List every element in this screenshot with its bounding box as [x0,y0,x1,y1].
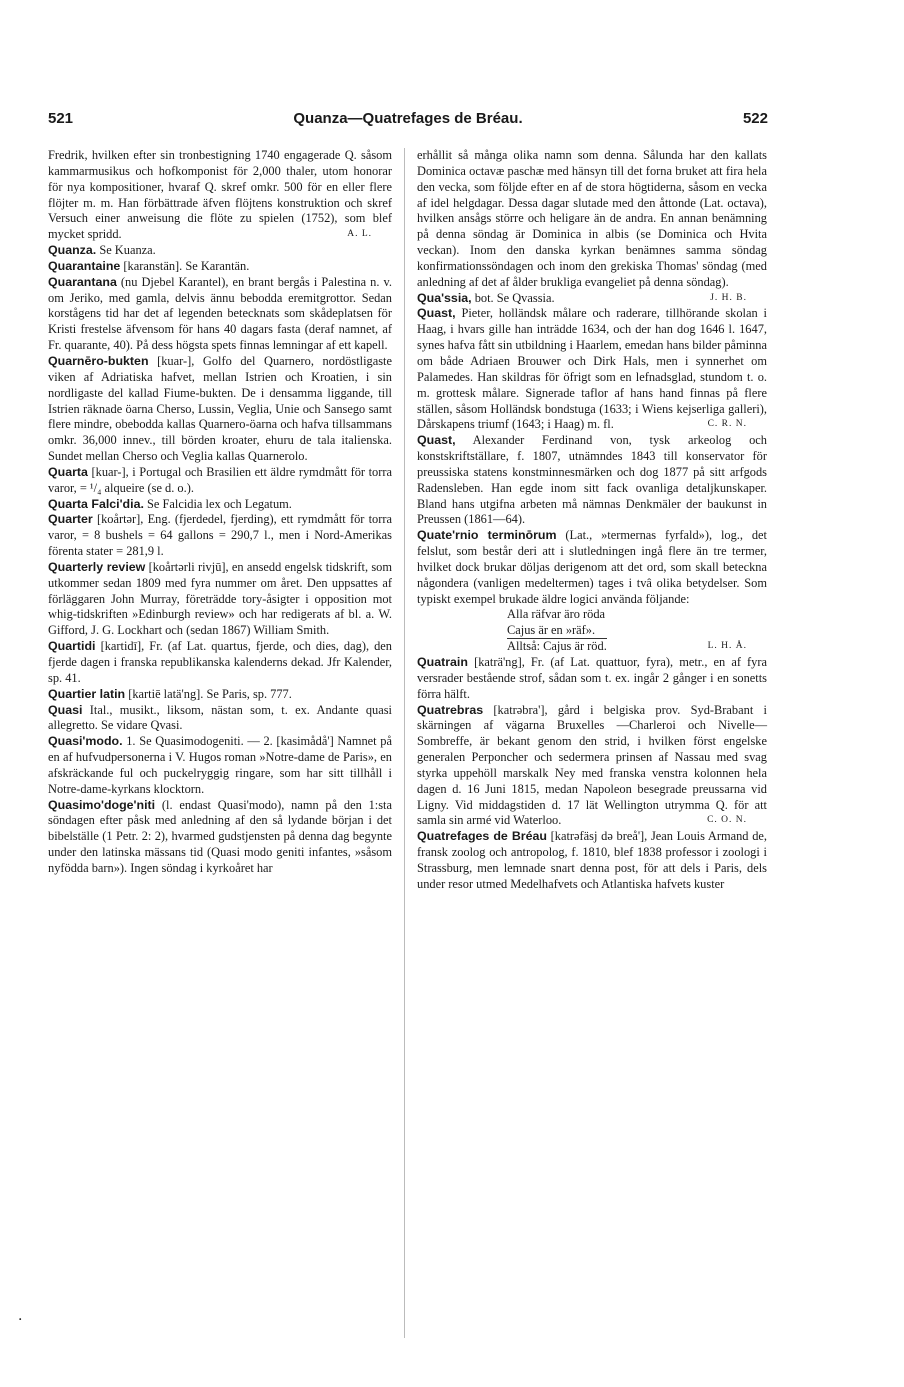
page-number-left: 521 [48,110,74,127]
dictionary-entry [417,433,767,528]
dictionary-entry [48,275,392,354]
dictionary-entry [48,560,392,639]
dictionary-entry [48,259,392,275]
entry-text: (l. endast Quasi'modo), namn på den 1:sta söndagen efter påsk med anledning af den så lydande början i det bibelställe (1 Petr. 2: 2), hvarmed gudstjensten på denna dag begynte under den latinska mässans tid (Quasi modo geniti infantes, »såsom nyfödda barn»). Ingen söndag i kyrkoåret har [48,797,392,875]
entry-headword: Quarta [48,464,88,479]
entry-headword: Quarantaine [48,258,121,273]
entry-headword: Quast, [417,433,456,448]
running-title: Quanza—Quatrefages de Bréau. [293,110,523,127]
dictionary-entry [48,497,392,513]
entry-text: 1. Se Quasimodogeniti. — 2. [kasimådå'] Namnet på en af hufvudpersonerna i V. Hugos roman »Notre-dame de Paris», en afskräckande ful och puckelryggig ringare, som har sitt tillhåll i Notre-dame-kyrkans klocktorn. [48,734,392,796]
dictionary-entry [48,639,392,687]
right-column [417,148,767,893]
author-signature: J. H. B. [710,292,747,303]
entry-text: Se Kuanza. [99,243,156,258]
dictionary-entry [417,655,767,703]
syllogism-premise-1: Alla räfvar äro röda [507,607,606,622]
entry-text: [katrä'ng], Fr. (af Lat. quattuor, fyra), metr., en af fyra versrader bestående strof, sådan som t. ex. ingår 2 gånger i en sonetts förra hälft. [417,655,767,701]
entry-text: [koårtər], Eng. (fjerdedel, fjerding), ett rymdmått för torra varor, = 8 bushels = 64 gallons = 290,7 l., men i Nord-Amerikas förenta stater = 281,9 l. [48,512,392,559]
entry-headword: Quasi'modo. [48,734,123,749]
entry-text: [kuar-], i Portugal och Brasilien ett äldre rymdmått för torra varor, = ¹/₄ alqueire (se d. o.). [48,464,392,495]
entry-headword: Quatrain [417,655,468,669]
entry-headword: Quasimo'doge'niti [48,797,156,812]
syllogism-conclusion: Alltså: Cajus är röd. [507,639,607,654]
entry-headword: Quarter [48,512,93,527]
entry-text: bot. Se Qvassia. [474,290,555,305]
left-column [48,148,392,877]
column-divider [404,148,405,1338]
entry-headword: Quarta Falci'dia. [48,496,144,511]
entry-headword: Quartidi [48,639,96,654]
entry-text: [koårtərli rivjū], en ansedd engelsk tidskrift, som utkommer sedan 1809 med fyra nummer om året. Den uppsattes af förläggaren John Murray, företrädde tory-åsigter i opposition mot whig-tidskriften »Edinburgh review» och har redigerats af bl. a. W. Gifford, J. G. Lockhart och (sedan 1867) William Smith. [48,559,392,638]
author-signature: C. O. N. [707,815,747,826]
entry-headword: Quartier latin [48,686,126,701]
dictionary-entry [48,465,392,497]
entry-text: [kuar-], Golfo del Quarnero, nordöstligaste viken af Adriatiska hafvet, mellan Istrien och Kroatien, i sin nordligaste del kallad Fiume-bukten. De i densamma liggande, till Istrien räknade öarna Cherso, Lussin, Veglia, Unie och Sansego samt flere mindre, obebodda kallas Quarnero-öarna och hafva tillsammans omkr. 36,000 innev., till börden kroater, ehuru de tala italienska. Sundet mellan Cherso och Veglia kallas Quarnerolo. [48,353,392,464]
entry-text: Ital., musikt., liksom, nästan som, t. ex. Andante quasi allegretto. Se vidare Qvasi. [48,702,392,733]
page-header [48,110,768,134]
dictionary-entry [48,703,392,735]
entry-text: (Lat., »termernas fyrfald»), log., det felslut, som består deri att i slutledningen ingå flere än tre termer, hvilket dock brukar döljas derigenom att det ord, som skall beteckna någondera (vanligen medeltermen) tages i tvâ olika betydelser. Som typiskt exempel brukade äldre logici använda följande: [417,528,767,606]
entry-headword: Quate'rnio terminōrum [417,528,557,543]
dictionary-entry [48,243,392,259]
dictionary-entry [48,512,392,560]
author-signature: A. L. [347,229,372,240]
entry-headword: Quarantana [48,274,117,289]
entry-text: [kartiē latä'ng]. Se Paris, sp. 777. [128,686,292,701]
dictionary-entry [48,148,392,243]
entry-text: [karanstän]. Se Karantän. [123,258,250,273]
syllogism-premise-2: Cajus är en »räf». [507,623,596,638]
dictionary-entry [48,354,392,465]
entry-headword: Quatrefages de Bréau [417,829,547,844]
dictionary-entry [417,703,767,830]
dictionary-entry [417,829,767,892]
entry-text: Alexander Ferdinand von, tysk arkeolog och konstskriftställare, f. 1807, utnämndes 1843 till konservator för preussiska statens konstminnesmärken och dog 1877 på sitt arfgods Radensleben. Han egde inom sitt fack ovanliga detaljkunskaper. Bland hans utgifna arbeten må nämnas Denkmäler der baukunst in Preussen (1861—64). [417,433,767,527]
entry-text: [katrəfäsj də breå'], Jean Louis Armand de, fransk zoolog och antropolog, f. 1810, blef 1838 professor i zoologi i Strassburg, men lemnade snart denna post, för att dels i Paris, dels under resor utmed Medelhafvets och Atlantiska hafvets kuster [417,829,767,891]
dictionary-entry [417,528,767,607]
dictionary-entry [48,798,392,877]
page-number-right: 522 [742,110,768,127]
entry-headword: Quarnēro-bukten [48,353,149,368]
entry-text: Fredrik, hvilken efter sin tronbestigning 1740 engagerade Q. såsom kammarmusikus och hofkomponist för 2,000 thaler, utom honorar för nya kompositioner, hvaraf Q. skref omkr. 500 för en eller flere flöjter m. m. Han förbättrade äfven flöjtens konstruktion och skref Versuch einer anweisung die flöte zu spielen (1752), som blef mycket spridd. [48,148,392,242]
entry-text: erhållit så många olika namn som denna. Sålunda har den kallats Dominica octavæ paschæ med hänsyn till det forna bruket att fira hela den vecka, som följde efter en af de stora högtiderna, såsom en vecka af idel helgdagar. Dessa dagar slutade med den åttonde (Lat. octava), hvilken ansågs större och heligare än de andra. En annan benämning på denna söndag är Dominica in albis (se Dominica och Hvita veckan). Inom den danska kyrkan benämnes samma söndag konfirmationssöndagen och inom den grekiska Thomas' söndag (med anledning af det af ålder brukliga evangeliet på denna söndag). [417,148,767,289]
entry-headword: Quarterly review [48,559,146,574]
entry-headword: Quatrebras [417,702,484,717]
entry-text: [kartidī], Fr. (af Lat. quartus, fjerde, och dies, dag), den fjerde dagen i franska republikanska kalenderns dekad. Jfr Kalender, sp. 41. [48,639,392,685]
entry-text: (nu Djebel Karantel), en brant bergås i Palestina n. v. om Jeriko, med gamla, delvis ännu bebodda eremitgrottor. Sedan korstågens tid har det af legenden betecknats som skådeplatsen för Kristi frestelse äfvensom för hans 40 dagars fasta (deraf namnet, af Fr. quarante, 40). På dess högsta spets finnas lemningar af ett kapell. [48,274,392,353]
entry-headword: Qua'ssia, [417,290,472,305]
syllogism-conclusion-row [507,639,767,655]
entry-text: Pieter, holländsk målare och raderare, tillhörande skolan i Haag, i hvars gille han inträdde 1634, och der han dog 1646 l. 1647, synes hafva fått sin utbildning i Haarlem, emedan hans bilder påminna om både Adriaen Brouwer och Dirk Hals, men i synnerhet om Palamedes. Han skildras för öfrigt som en lefnadsglad, stundom t. o. m. grottesk målare. Signerade taflor af hans hand finnas på flere ställen, såsom Holländsk bondstuga (1633; i Wiens kejserliga galleri), Dårskapens triumf (1643; i Haag) m. fl. [417,306,767,432]
entry-headword: Quanza. [48,243,97,258]
entry-text: [katrəbra'], gård i belgiska prov. Syd-Brabant i skärningen af vägarna Bruxelles —Charleroi och Nivelle—Sombreffe, är bekant genom den strid, i hvilken först engelske generalen Perponcher och sedermera prinsen af Nassau med svag styrka uppehöll marskalk Ney med franska venstra kolonnen hela dagen d. 16 Juni 1815, medan Napoleon besegrade preussarna vid Ligny. Vid middagstiden d. 17 lät Wellington utrymma Q. för att samla sin armé vid Waterloo. [417,702,767,828]
entry-headword: Quasi [48,702,83,717]
margin-dot: · [18,1312,23,1328]
dictionary-entry [417,306,767,433]
dictionary-entry [48,687,392,703]
author-signature: C. R. N. [707,419,747,430]
entry-text: Se Falcidia lex och Legatum. [147,496,292,511]
author-signature: L. H. Å. [707,641,747,652]
entry-headword: Quast, [417,306,456,321]
dictionary-entry [48,734,392,797]
